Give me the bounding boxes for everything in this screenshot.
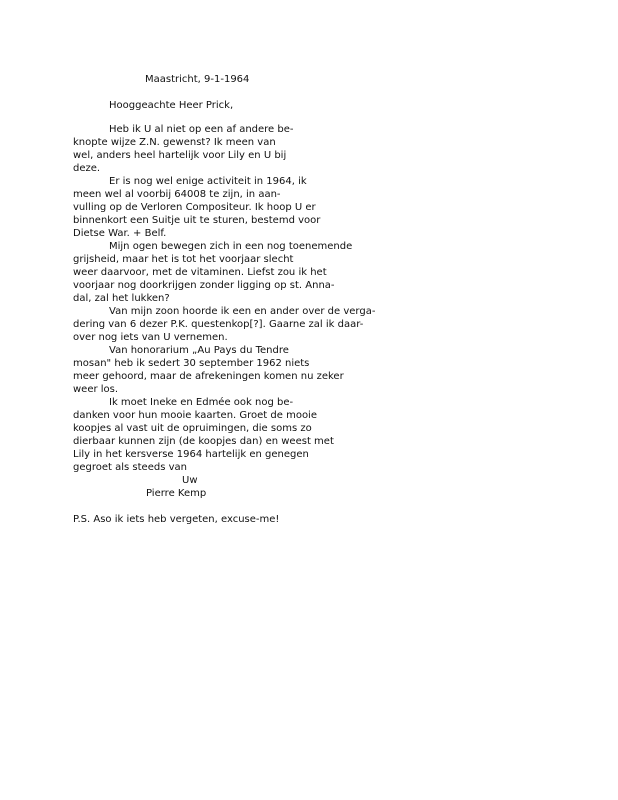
paragraph-5-line: weer los.	[73, 384, 119, 395]
paragraph-1-line: wel, anders heel hartelijk voor Lily en U bij	[73, 150, 287, 161]
closing-word: Uw	[182, 475, 198, 486]
paragraph-2-line: Dietse War. + Belf.	[73, 228, 167, 239]
paragraph-6-line: Lily in het kersverse 1964 hartelijk en genegen	[73, 449, 309, 460]
paragraph-6-line: koopjes al vast uit de opruimingen, die soms zo	[73, 423, 312, 434]
paragraph-1-line: Heb ik U al niet op een af andere be-	[109, 124, 294, 135]
postscript: P.S. Aso ik iets heb vergeten, excuse-me!	[73, 514, 280, 525]
paragraph-2-line: binnenkort een Suitje uit te sturen, bestemd voor	[73, 215, 321, 226]
paragraph-6-line: Ik moet Ineke en Edmée ook nog be-	[109, 397, 294, 408]
paragraph-5-line: Van honorarium „Au Pays du Tendre	[109, 345, 289, 356]
paragraph-3-line: voorjaar nog doorkrijgen zonder ligging op st. Anna-	[73, 280, 335, 291]
paragraph-2-line: Er is nog wel enige activiteit in 1964, ik	[109, 176, 307, 187]
paragraph-2-line: meen wel al voorbij 64008 te zijn, in aan-	[73, 189, 281, 200]
letter-salutation: Hooggeachte Heer Prick,	[109, 100, 234, 111]
paragraph-3-line: weer daarvoor, met de vitaminen. Liefst zou ik het	[73, 267, 327, 278]
paragraph-5-line: meer gehoord, maar de afrekeningen komen nu zeker	[73, 371, 344, 382]
paragraph-5-line: mosan" heb ik sedert 30 september 1962 niets	[73, 358, 310, 369]
paragraph-3-line: grijsheid, maar het is tot het voorjaar slecht	[73, 254, 294, 265]
paragraph-2-line: vulling op de Verloren Compositeur. Ik hoop U er	[73, 202, 316, 213]
paragraph-1-line: deze.	[73, 163, 101, 174]
paragraph-1-line: knopte wijze Z.N. gewenst? Ik meen van	[73, 137, 276, 148]
letter-place-date: Maastricht, 9-1-1964	[145, 74, 250, 85]
paragraph-4-line: over nog iets van U vernemen.	[73, 332, 228, 343]
paragraph-6-line: dierbaar kunnen zijn (de koopjes dan) en weest met	[73, 436, 334, 447]
signature: Pierre Kemp	[146, 488, 207, 499]
paragraph-4-line: dering van 6 dezer P.K. questenkop[?]. Gaarne zal ik daar-	[73, 319, 364, 330]
paragraph-6-line: danken voor hun mooie kaarten. Groet de mooie	[73, 410, 317, 421]
paragraph-3-line: dal, zal het lukken?	[73, 293, 170, 304]
paragraph-4-line: Van mijn zoon hoorde ik een en ander over de verga-	[109, 306, 376, 317]
paragraph-6-line: gegroet als steeds van	[73, 462, 187, 473]
paragraph-3-line: Mijn ogen bewegen zich in een nog toenemende	[109, 241, 353, 252]
